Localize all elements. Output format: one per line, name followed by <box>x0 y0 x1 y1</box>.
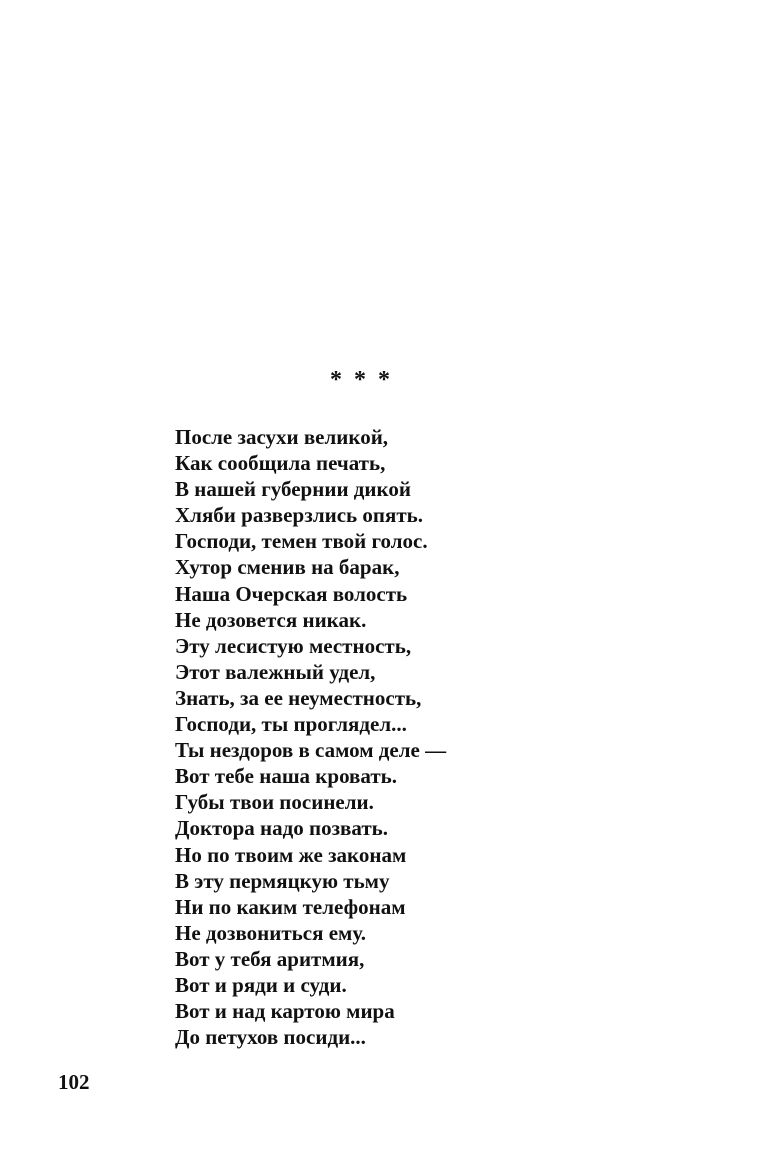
poem-line: Не дозовется никак. <box>175 607 367 632</box>
poem-line: Вот тебе наша кровать. <box>175 764 398 789</box>
poem-line: Эту лесистую местность, <box>175 633 412 658</box>
poem-line: Ни по каким телефонам <box>175 894 406 919</box>
poem-line: До петухов посиди... <box>175 1025 366 1050</box>
poem-line: Ты нездоров в самом деле — <box>175 738 447 763</box>
poem-line: Вот у тебя аритмия, <box>175 946 365 971</box>
poem-line: Не дозвониться ему. <box>175 920 366 945</box>
poem-line: После засухи великой, <box>175 425 389 449</box>
poem-line: В эту пермяцкую тьму <box>175 868 390 893</box>
poem-line: Как сообщила печать, <box>175 451 386 476</box>
poem-line: Вот и ряди и суди. <box>175 972 347 997</box>
poem-line: Этот валежный удел, <box>175 659 376 684</box>
page-number: 102 <box>58 1070 90 1094</box>
poem-line: Наша Очерская волость <box>175 581 408 606</box>
poem-line: Но по твоим же законам <box>175 842 407 867</box>
poem-line: Господи, темен твой голос. <box>175 529 428 554</box>
poem-line: Знать, за ее неуместность, <box>175 685 422 710</box>
poem-line: Хутор сменив на барак, <box>175 555 400 580</box>
section-ornament: * * * <box>330 367 393 393</box>
poem-line: Хляби разверзлись опять. <box>175 503 424 528</box>
poem-line: Вот и над картою мира <box>175 999 395 1024</box>
poem-line: В нашей губернии дикой <box>175 477 411 502</box>
poem-line: Доктора надо позвать. <box>175 816 388 841</box>
poem <box>175 424 446 1050</box>
poem-line: Господи, ты проглядел... <box>175 712 407 737</box>
poem-line: Губы твои посинели. <box>175 790 374 815</box>
